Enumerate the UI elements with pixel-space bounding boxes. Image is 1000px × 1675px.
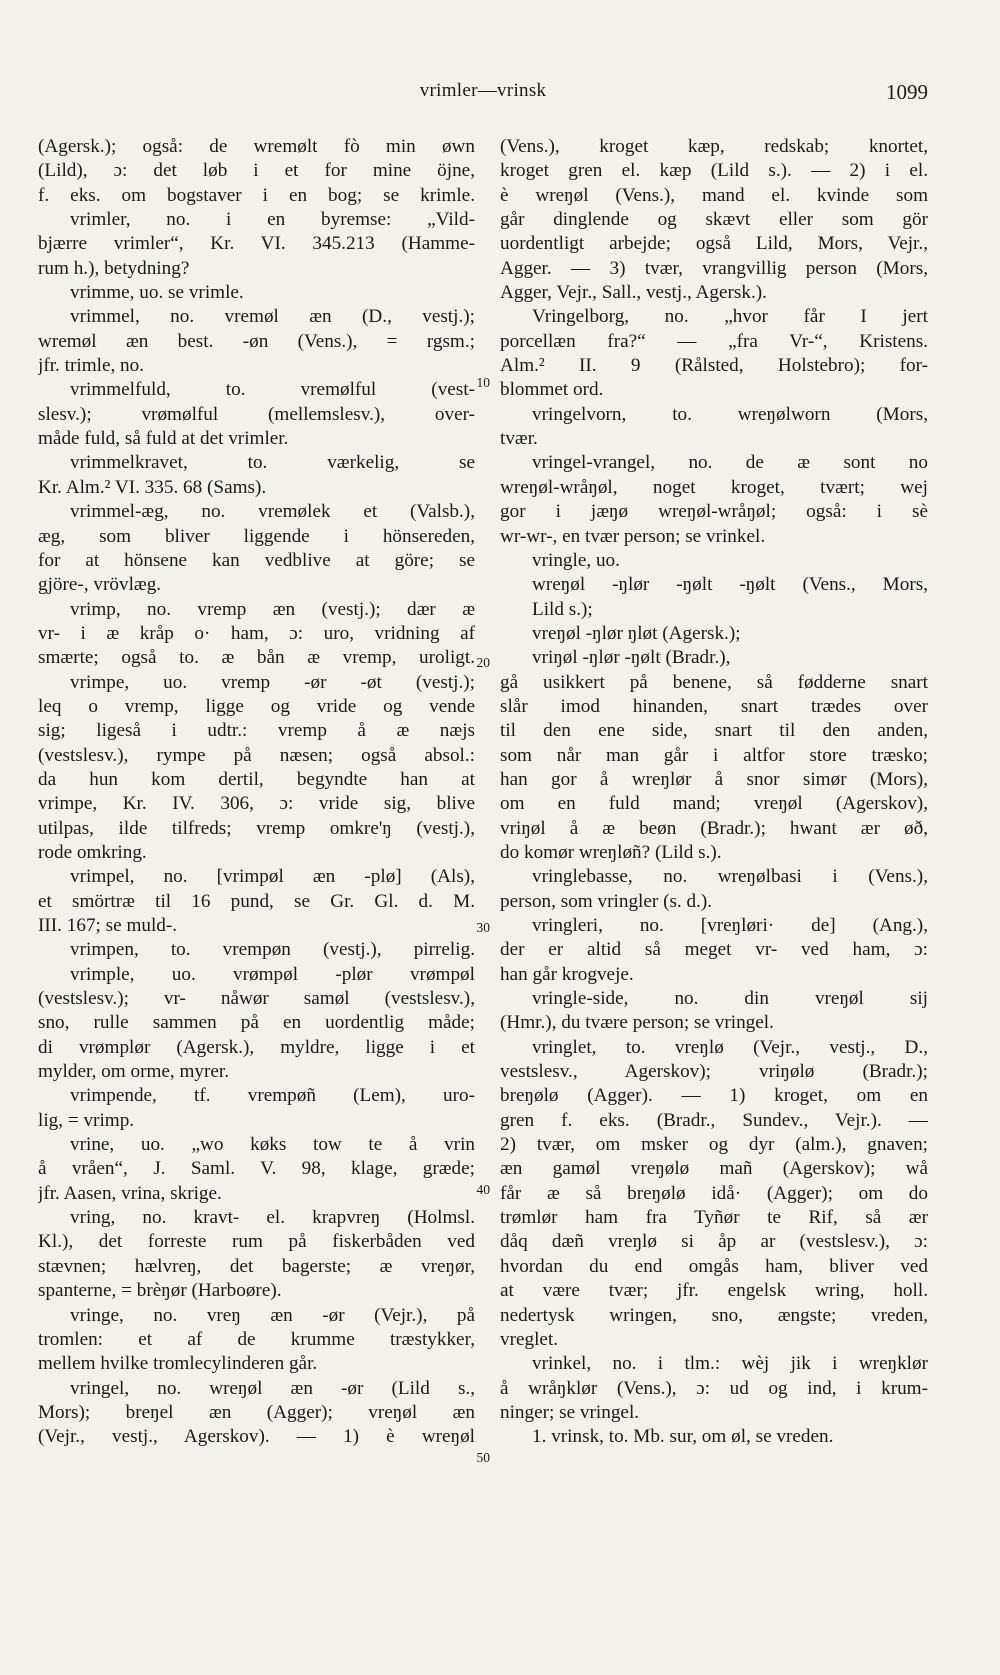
text-line: vestslesv., Agerskov); vriŋølø (Bradr.);	[500, 1061, 928, 1083]
entry-line: vringe, no. vreŋ æn -ør (Vejr.), på	[70, 1304, 475, 1326]
text-line: trømlør ham fra Tyñør te Rif, så ær	[500, 1207, 928, 1229]
text-line: slesv.); vrømølful (mellemslesv.), over-	[38, 403, 475, 425]
entry-line: vringelvorn, to. wreŋølworn (Mors,	[532, 403, 928, 425]
text-line: (Hmr.), du tvære person; se vringel.	[500, 1012, 774, 1034]
line-number: 40	[476, 1182, 490, 1197]
text-line: (vestslesv.), rympe på næsen; også absol.:	[38, 744, 475, 766]
entry-line: vrimple, uo. vrømpøl -plør vrømpøl	[70, 963, 475, 985]
text-line: Agger. — 3) tvær, vrangvillig person (Mors,	[500, 257, 928, 279]
text-line: gå usikkert på benene, så fødderne snart	[500, 671, 928, 693]
entry-line: vrimmel, no. vremøl æn (D., vestj.);	[70, 306, 475, 328]
entry-line: vring, no. kravt- el. krapvreŋ (Holmsl.	[70, 1207, 475, 1229]
line-number: 20	[476, 655, 490, 670]
running-title: vrimler—vrinsk	[419, 80, 547, 101]
text-line: jfr. Aasen, vrina, skrige.	[38, 1182, 222, 1204]
text-line: kroget gren el. kæp (Lild s.). — 2) i el.	[500, 160, 928, 182]
text-line: (Agersk.); også: de wremølt fò min øwn	[38, 136, 475, 157]
text-line: gjöre-, vrövlæg.	[38, 574, 162, 596]
text-line: mylder, om orme, myrer.	[38, 1061, 230, 1083]
text-line: mellem hvilke tromlecylinderen går.	[38, 1353, 318, 1375]
text-line: rum h.), betydning?	[38, 257, 190, 279]
text-line: blommet ord.	[500, 379, 604, 401]
text-line: stævnen; hælvreŋ, det bagerste; æ vreŋør,	[38, 1255, 475, 1277]
text-line: wreŋøl -ŋlør -ŋølt -ŋølt (Vens., Mors,	[532, 574, 928, 596]
text-line: et smörtræ til 16 pund, se Gr. Gl. d. M.	[38, 890, 475, 912]
entry-line: vrinkel, no. i tlm.: wèj jik i wreŋklør	[532, 1353, 928, 1375]
entry-line: Vringelborg, no. „hvor får I jert	[532, 306, 928, 328]
text-line: han gor å wreŋlør å snor simør (Mors),	[500, 768, 928, 790]
text-line: vrimpe, Kr. IV. 306, ɔ: vride sig, blive	[38, 793, 475, 815]
entry-line: vrimme, uo. se vrimle.	[70, 282, 244, 304]
text-line: da hun kom dertil, begyndte han at	[38, 768, 475, 790]
text-line: (vestslesv.); vr- nåwør samøl (vestslesv.),	[38, 988, 475, 1010]
text-line: for at hönsene kan vedblive at göre; se	[38, 549, 475, 571]
text-line: slår imod hinanden, snart trædes over	[500, 695, 928, 717]
text-line: III. 167; se muld-.	[38, 915, 178, 936]
entry-line: vrimp, no. vremp æn (vestj.); dær æ	[70, 598, 475, 620]
entry-line: vrimmel-æg, no. vremølek et (Valsb.),	[70, 501, 475, 523]
text-line: uordentligt arbejde; også Lild, Mors, Vejr.,	[500, 233, 928, 255]
text-line: Kl.), det forreste rum på fiskerbåden ved	[38, 1231, 475, 1253]
text-line: spanterne, = brèŋør (Harboøre).	[38, 1280, 282, 1302]
text-line: måde fuld, så fuld at det vrimler.	[38, 428, 289, 450]
text-line: tvær.	[500, 428, 538, 450]
text-line: nedertysk wringen, sno, ængste; vreden,	[500, 1304, 928, 1326]
entry-line: vrimpe, uo. vremp -ør -øt (vestj.);	[70, 671, 475, 693]
entry-line: vringel, no. wreŋøl æn -ør (Lild s.,	[70, 1377, 475, 1399]
entry-line: vrine, uo. „wo køks tow te å vrin	[70, 1134, 475, 1156]
text-line: om en fuld mand; vreŋøl (Agerskov),	[500, 793, 928, 815]
entry-line: vringlebasse, no. wreŋølbasi i (Vens.),	[532, 866, 928, 888]
text-line: å wråŋklør (Vens.), ɔ: ud og ind, i krum-	[500, 1377, 928, 1399]
text-line: vriŋøl -ŋlør -ŋølt (Bradr.),	[532, 647, 731, 669]
entry-line: vringle-side, no. din vreŋøl sij	[532, 988, 928, 1010]
entry-line: vringleri, no. [vreŋløri· de] (Ang.),	[532, 915, 928, 936]
text-line: 2) tvær, om msker og dyr (alm.), gnaven;	[500, 1134, 928, 1156]
text-line: tromlen: et af de krumme træstykker,	[38, 1328, 475, 1350]
text-line: Kr. Alm.² VI. 335. 68 (Sams).	[38, 476, 267, 498]
text-line: breŋølø (Agger). — 1) kroget, om en	[500, 1085, 928, 1107]
text-line: vreŋøl -ŋlør ŋløt (Agersk.);	[532, 622, 741, 644]
text-line: vriŋøl å æ beøn (Bradr.); hwant ær øð,	[500, 817, 928, 839]
text-line: til den ene side, snart til den anden,	[500, 720, 928, 742]
text-line: vr- i æ kråp o· ham, ɔ: uro, vridning af	[38, 622, 475, 644]
page-header	[38, 80, 928, 110]
text-line: do komør wreŋløñ? (Lild s.).	[500, 841, 722, 863]
text-line: è wreŋøl (Vens.), mand el. kvinde som	[500, 184, 928, 206]
text-line: leq o vremp, ligge og vride og vende	[38, 695, 475, 717]
text-line: wremøl æn best. -øn (Vens.), = rgsm.;	[38, 330, 475, 352]
text-line: (Vens.), kroget kæp, redskab; knortet,	[500, 136, 928, 157]
text-line: Alm.² II. 9 (Rålsted, Holstebro); for-	[500, 355, 928, 377]
entry-line: 1. vrinsk, to. Mb. sur, om øl, se vreden.	[532, 1426, 834, 1448]
right-column	[500, 135, 928, 1450]
entry-line: vrimpen, to. vrempøn (vestj.), pirrelig.	[70, 939, 475, 961]
text-line: hvordan du end omgås ham, bliver ved	[500, 1255, 928, 1277]
text-line: får æ så breŋølø idå· (Agger); om do	[500, 1182, 928, 1204]
entry-line: vringlet, to. vreŋlø (Vejr., vestj., D.,	[532, 1036, 928, 1058]
text-line: Agger, Vejr., Sall., vestj., Agersk.).	[500, 282, 767, 304]
text-line: person, som vringler (s. d.).	[500, 890, 713, 912]
text-line: Lild s.);	[532, 598, 593, 620]
text-line: å vråen“, J. Saml. V. 98, klage, græde;	[38, 1158, 475, 1180]
text-line: gren f. eks. (Bradr., Sundev., Vejr.). —	[500, 1109, 928, 1131]
text-line: bjærre vrimler“, Kr. VI. 345.213 (Hamme-	[38, 233, 475, 255]
line-number: 30	[476, 920, 490, 935]
entry-line: vringel-vrangel, no. de æ sont no	[532, 452, 928, 474]
text-line: di vrømplør (Agersk.), myldre, ligge i et	[38, 1036, 475, 1058]
text-line: wreŋøl-wråŋøl, noget kroget, tvært; wej	[500, 476, 928, 498]
text-line: wr-wr-, en tvær person; se vrinkel.	[500, 525, 766, 547]
text-line: ninger; se vringel.	[500, 1401, 640, 1423]
text-line: æg, som bliver liggende i hönsereden,	[38, 525, 475, 547]
text-line: at være tvær; jfr. engelsk wring, holl.	[500, 1280, 928, 1302]
page-number: 1099	[886, 80, 928, 104]
line-number: 10	[476, 375, 490, 390]
entry-line: vrimler, no. i en byremse: „Vild-	[70, 209, 475, 231]
text-line: går dinglende og skævt eller som gör	[500, 209, 928, 231]
text-line: der er altid så meget vr- ved ham, ɔ:	[500, 939, 928, 961]
text-line: han går krogveje.	[500, 963, 634, 985]
entry-line: vrimmelkravet, to. værkelig, se	[70, 452, 475, 474]
text-line: som når man går i altfor store træsko;	[500, 744, 928, 766]
left-column	[38, 135, 475, 1450]
entry-line: vringle, uo.	[532, 549, 620, 571]
text-line: porcellæn fra?“ — „fra Vr-“, Kristens.	[500, 330, 928, 352]
text-line: sno, rulle sammen på en uordentlig måde;	[38, 1012, 475, 1034]
entry-line: vrimpende, tf. vrempøñ (Lem), uro-	[70, 1085, 475, 1107]
text-line: æn gamøl vreŋølø mañ (Agerskov); wå	[500, 1158, 928, 1180]
text-line: utilpas, ilde tilfreds; vremp omkre'ŋ (vestj.),	[38, 817, 475, 839]
text-line: (Vejr., vestj., Agerskov). — 1) è wreŋøl	[38, 1426, 475, 1448]
line-number: 50	[476, 1450, 490, 1465]
text-line: vreglet.	[500, 1328, 559, 1350]
text-line: f. eks. om bogstaver i en bog; se krimle.	[38, 184, 475, 206]
entry-line: vrimpel, no. [vrimpøl æn -plø] (Als),	[70, 866, 475, 888]
text-line: lig, = vrimp.	[38, 1109, 135, 1131]
text-line: smærte; også to. æ bån æ vremp, uroligt.	[38, 647, 475, 669]
text-line: Mors); breŋel æn (Agger); vreŋøl æn	[38, 1401, 475, 1423]
text-line: sig; ligeså i udtr.: vremp å æ næjs	[38, 720, 475, 742]
text-line: (Lild), ɔ: det løb i et for mine öjne,	[38, 160, 475, 182]
text-line: rode omkring.	[38, 841, 147, 863]
text-line: jfr. trimle, no.	[38, 355, 145, 377]
text-line: dåq dæñ vreŋlø si åp ar (vestslesv.), ɔ:	[500, 1231, 928, 1253]
entry-line: vrimmelfuld, to. vremølful (vest-	[70, 379, 475, 401]
text-line: gor i jæŋø wreŋøl-wråŋøl; også: i sè	[500, 501, 928, 523]
